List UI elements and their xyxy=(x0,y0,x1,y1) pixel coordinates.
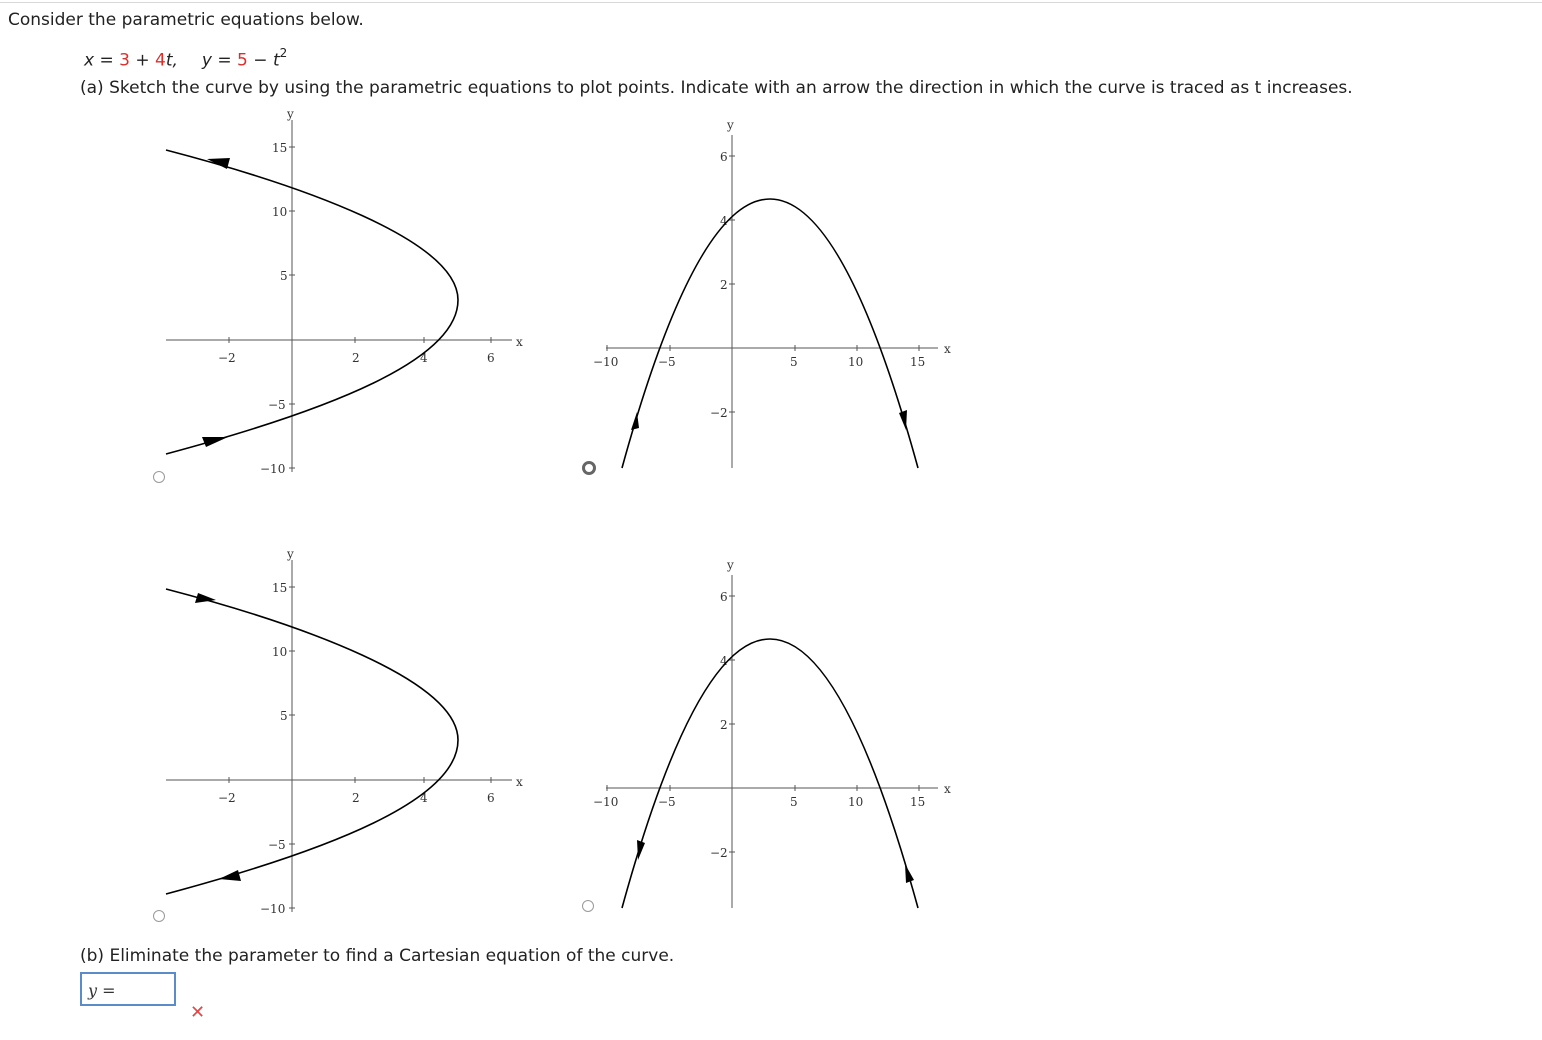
direction-arrow xyxy=(899,410,907,430)
direction-arrow xyxy=(219,870,241,881)
direction-arrow xyxy=(202,437,228,447)
question-intro: Consider the parametric equations below. xyxy=(8,10,364,30)
y-tick-label: 2 xyxy=(720,278,728,292)
x-tick-label: 2 xyxy=(352,351,360,365)
y-axis-label: y xyxy=(287,107,294,121)
eq-y-constant: 5 xyxy=(237,50,248,71)
x-axis-label: x xyxy=(516,775,523,789)
x-tick-label: −5 xyxy=(658,795,676,809)
part-b-prompt: (b) Eliminate the parameter to find a Cartesian equation of the curve. xyxy=(80,946,675,966)
axis-ticks xyxy=(229,587,491,908)
y-tick-label: −10 xyxy=(260,462,286,476)
y-tick-label: 10 xyxy=(272,645,288,659)
y-tick-label: 2 xyxy=(720,718,728,732)
x-tick-label: −10 xyxy=(593,355,619,369)
axis-ticks xyxy=(607,156,919,412)
x-tick-label: −2 xyxy=(218,791,236,805)
y-tick-label: 4 xyxy=(720,654,728,668)
curve xyxy=(166,150,458,454)
option-graph-4[interactable] xyxy=(593,558,951,908)
x-tick-label: 2 xyxy=(352,791,360,805)
y-tick-label: 10 xyxy=(272,205,288,219)
y-tick-label: −2 xyxy=(710,846,728,860)
part-a-prompt: (a) Sketch the curve by using the parametric equations to plot points. Indicate with an arrow the direction in which the curve is traced as t increases. xyxy=(80,78,1353,98)
option-graph-2[interactable] xyxy=(593,118,951,468)
eq-x-prefix: x = xyxy=(84,50,120,71)
axis-ticks xyxy=(607,596,919,852)
y-tick-label: −5 xyxy=(268,398,286,412)
answer-input[interactable] xyxy=(116,978,174,1002)
x-tick-label: 6 xyxy=(487,351,495,365)
y-tick-label: 4 xyxy=(720,214,728,228)
y-tick-label: −5 xyxy=(268,838,286,852)
x-tick-label: −5 xyxy=(658,355,676,369)
y-tick-label: 15 xyxy=(272,141,288,155)
option-graph-1[interactable] xyxy=(166,107,523,476)
direction-arrow xyxy=(637,840,645,860)
y-tick-label: −2 xyxy=(710,406,728,420)
x-tick-label: 6 xyxy=(487,791,495,805)
x-axis-label: x xyxy=(944,782,951,796)
curve xyxy=(622,199,918,468)
x-tick-label: −10 xyxy=(593,795,619,809)
x-axis-label: x xyxy=(944,342,951,356)
axis-ticks xyxy=(229,147,491,468)
x-tick-label: 10 xyxy=(848,795,864,809)
x-tick-label: 5 xyxy=(790,355,798,369)
y-tick-label: 5 xyxy=(280,709,288,723)
x-tick-label: 4 xyxy=(420,791,428,805)
eq-y-minus: − xyxy=(247,50,273,71)
direction-arrow xyxy=(905,864,914,883)
eq-x-coefficient: 4 xyxy=(155,50,166,71)
incorrect-icon: ✕ xyxy=(190,1002,206,1023)
y-axis-label: y xyxy=(727,118,734,132)
y-axis-label: y xyxy=(727,558,734,572)
x-tick-label: 10 xyxy=(848,355,864,369)
y-tick-label: 6 xyxy=(720,590,728,604)
x-tick-label: 5 xyxy=(790,795,798,809)
y-tick-label: 15 xyxy=(272,581,288,595)
x-tick-label: 15 xyxy=(910,795,926,809)
x-axis-label: x xyxy=(516,335,523,349)
answer-field[interactable] xyxy=(80,972,176,1006)
y-tick-label: −10 xyxy=(260,902,286,916)
y-tick-label: 6 xyxy=(720,150,728,164)
answer-label: y = xyxy=(88,981,116,1000)
x-tick-label: 4 xyxy=(420,351,428,365)
eq-y-t: t xyxy=(272,50,280,71)
eq-y-exponent: 2 xyxy=(279,46,288,60)
eq-x-constant: 3 xyxy=(119,50,130,71)
eq-x-t: t, xyxy=(165,50,178,71)
x-tick-label: 15 xyxy=(910,355,926,369)
eq-y-prefix: y = xyxy=(201,50,238,71)
y-axis-label: y xyxy=(287,547,294,561)
option-graph-3[interactable] xyxy=(166,547,523,916)
direction-arrow xyxy=(207,158,230,169)
curve xyxy=(166,589,458,894)
y-tick-label: 5 xyxy=(280,269,288,283)
curve xyxy=(622,639,918,908)
x-tick-label: −2 xyxy=(218,351,236,365)
eq-x-plus: + xyxy=(129,50,156,71)
